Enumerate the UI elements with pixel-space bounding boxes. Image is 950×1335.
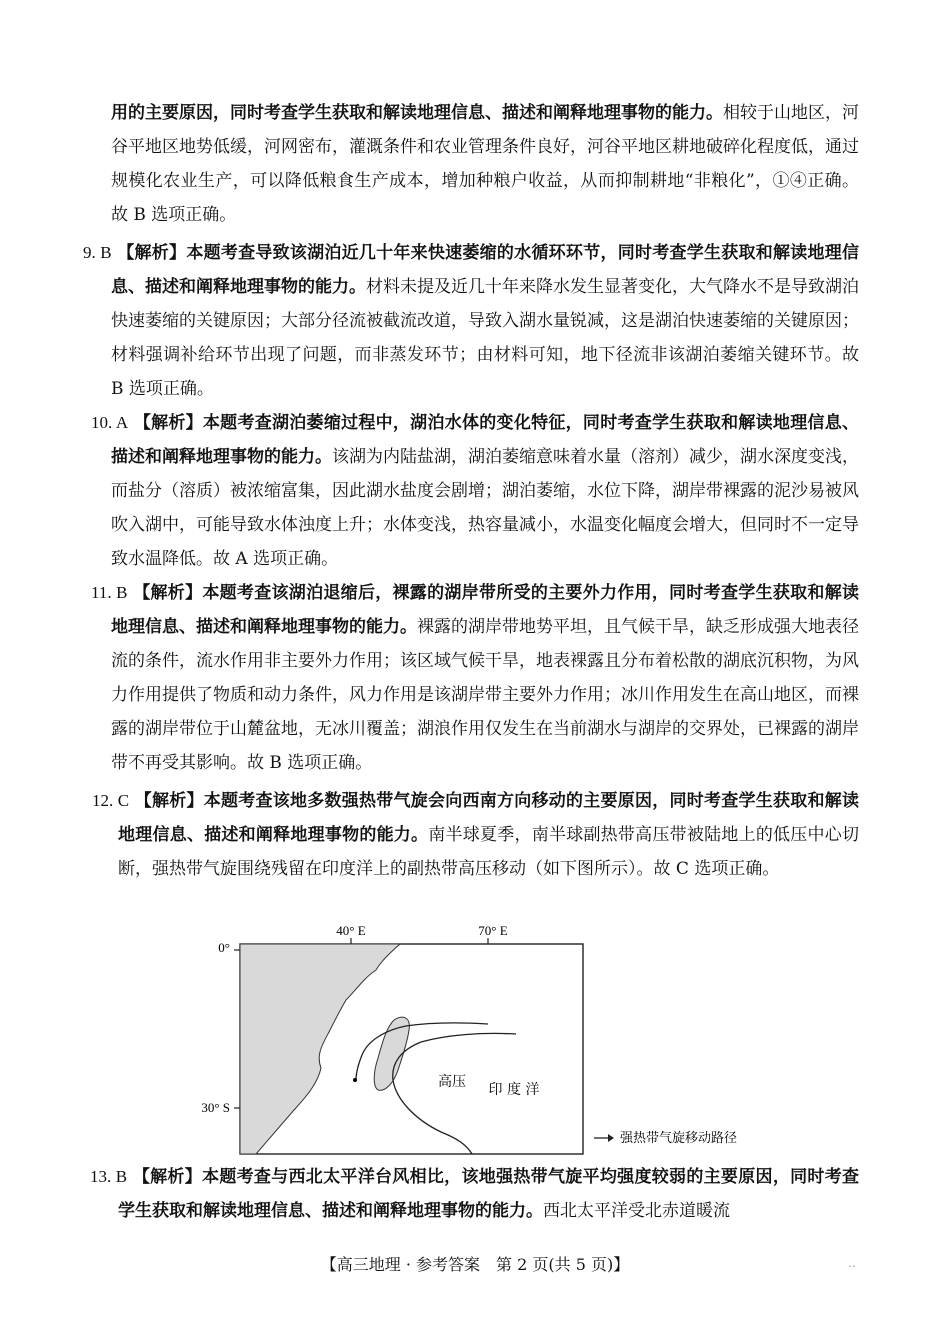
answer-13-text: 西北太平洋受北赤道暖流 — [543, 1201, 730, 1221]
answer-10-number: 10. A — [91, 413, 129, 432]
answer-11-text: 裸露的湖岸带地势平坦，且气候干旱，缺乏形成强大地表径流的条件，流水作用非主要外力作用；该区域气候干旱，地表裸露且分布着松散的湖底沉积物，为风力作用提供了物质和动力条件，风力作用是该湖岸带主要外力作用；冰川作用发生在高山地区，而裸露的湖岸带位于山麓盆地，无冰川覆盖；湖浪作用仅发生在当前湖水与湖岸的交界处，已裸露的湖岸带不再受其影响。故 B 选项正确。 — [111, 617, 859, 773]
cyclone-point — [353, 1078, 357, 1082]
cyclone-path-map — [196, 920, 756, 1160]
answer-13-bold: 本题考查与西北太平洋台风相比，该地强热带气旋平均强度较弱的主要原因，同时考查学生获取和解读地理信息、描述和阐释地理事物的能力。 — [118, 1167, 860, 1221]
answer-10-text: 该湖为内陆盐湖，湖泊萎缩意味着水量（溶剂）减少，湖水深度变浅，而盐分（溶质）被浓缩富集，因此湖水盐度会剧增；湖泊萎缩，水位下降，湖岸带裸露的泥沙易被风吹入湖中，可能导致水体浊度上升；水体变浅，热容量减小，水温变化幅度会增大，但同时不一定导致水温降低。故 A 选项正确。 — [111, 447, 859, 569]
answer-10-bold: 本题考查湖泊萎缩过程中，湖泊水体的变化特征，同时考查学生获取和解读地理信息、描述和阐释地理事物的能力。 — [111, 413, 860, 467]
answer-13-tag: 【解析】 — [132, 1167, 203, 1187]
answer-12-tag: 【解析】 — [134, 791, 204, 811]
legend-arrow-head — [608, 1134, 614, 1142]
answer-9-bold: 本题考查导致该湖泊近几十年来快速萎缩的水循环环节，同时考查学生获取和解读地理信息、描述和阐释地理事物的能力。 — [111, 243, 860, 297]
answer-11-number: 11. B — [91, 583, 128, 602]
answer-12-bold: 本题考查该地多数强热带气旋会向西南方向移动的主要原因，同时考查学生获取和解读地理信息、描述和阐释地理事物的能力。 — [118, 791, 859, 845]
answer-13 — [90, 1160, 860, 1228]
lon-40-label: 40° E — [336, 923, 366, 938]
answer-11-bold: 本题考查该湖泊退缩后，裸露的湖岸带所受的主要外力作用，同时考查学生获取和解读地理信息、描述和阐释地理事物的能力。 — [111, 583, 860, 637]
answer-9 — [83, 236, 860, 406]
intro-text: 相较于山地区，河谷平地区地势低缓，河网密布，灌溉条件和农业管理条件良好，河谷平地区耕地破碎化程度低，通过规模化农业生产，可以降低粮食生产成本，增加种粮户收益，从而抑制耕地“非粮化”，①④正确。故 B 选项正确。 — [111, 103, 859, 225]
corner-mark: .. — [848, 1256, 856, 1270]
answer-12 — [92, 784, 860, 886]
answer-11 — [91, 576, 860, 780]
intro-bold: 用的主要原因，同时考查学生获取和解读地理信息、描述和阐释地理事物的能力。 — [111, 103, 723, 123]
intro-paragraph — [111, 96, 859, 232]
legend-label: 强热带气旋移动路径 — [620, 1131, 738, 1146]
answer-13-number: 13. B — [90, 1167, 128, 1186]
lon-70-label: 70° E — [478, 923, 508, 938]
answer-9-tag: 【解析】 — [117, 243, 187, 263]
answer-10-tag: 【解析】 — [133, 413, 203, 433]
answer-11-tag: 【解析】 — [133, 583, 203, 603]
answer-12-number: 12. C — [92, 791, 130, 810]
high-pressure-label: 高压 — [438, 1074, 466, 1090]
answer-9-text: 材料未提及近几十年来降水发生显著变化，大气降水不是导致湖泊快速萎缩的关键原因；大部分径流被截流改道，导致入湖水量锐减，这是湖泊快速萎缩的关键原因；材料强调补给环节出现了问题，而非蒸发环节；由材料可知，地下径流非该湖泊萎缩关键环节。故 B 选项正确。 — [111, 277, 859, 399]
page-footer: 【高三地理 · 参考答案 第 2 页(共 5 页)】 — [320, 1255, 630, 1274]
lat-0-label: 0° — [218, 940, 230, 955]
answer-9-number: 9. B — [83, 243, 112, 262]
answer-10 — [91, 406, 860, 576]
indian-ocean-label: 印 度 洋 — [488, 1082, 540, 1098]
lat-30-label: 30° S — [201, 1100, 230, 1115]
answer-12-text: 南半球夏季，南半球副热带高压带被陆地上的低压中心切断，强热带气旋围绕残留在印度洋上的副热带高压移动（如下图所示）。故 C 选项正确。 — [118, 825, 860, 879]
